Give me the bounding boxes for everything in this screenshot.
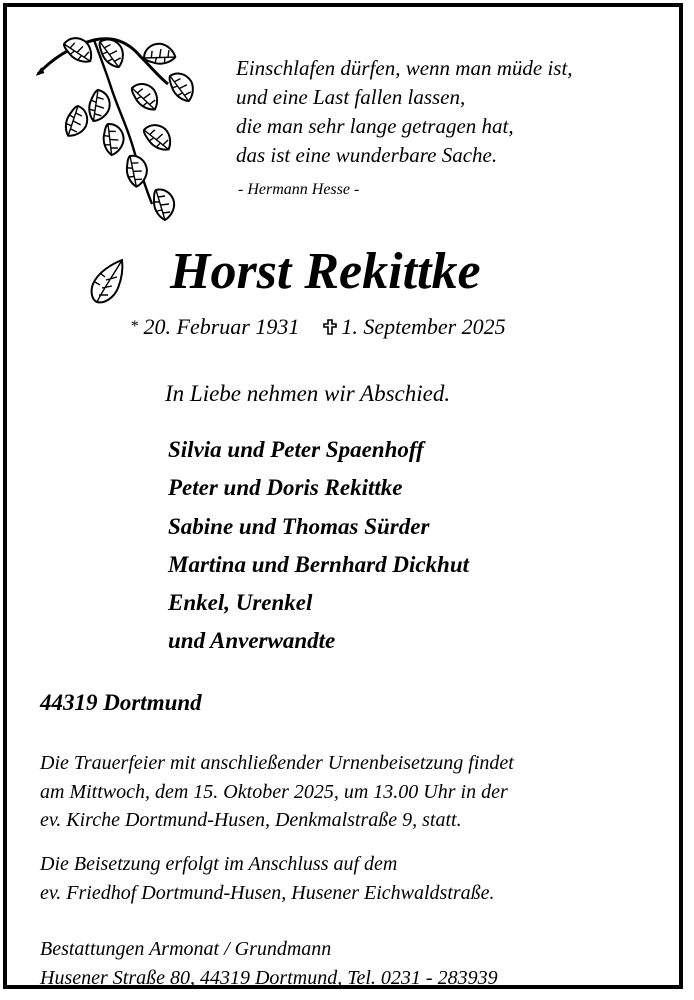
birth-date: 20. Februar 1931 <box>143 314 300 339</box>
family-list <box>168 431 469 661</box>
poem-author: - Hermann Hesse - <box>238 181 360 198</box>
city: 44319 Dortmund <box>40 690 202 715</box>
poem-line: die man sehr lange getragen hat, <box>236 114 514 138</box>
family-member: Enkel, Urenkel <box>168 590 313 616</box>
poem-line: Einschlafen dürfen, wenn man müde ist, <box>236 56 573 80</box>
family-member: Martina und Bernhard Dickhut <box>168 551 470 577</box>
leaf-branch-icon <box>36 32 196 237</box>
undertaker-line: Husener Straße 80, 44319 Dortmund, Tel. 0231 - 283939 <box>40 966 498 989</box>
undertaker-line: Bestattungen Armonat / Grundmann <box>40 938 332 960</box>
leaf-icon <box>88 258 128 306</box>
death-date: 1. September 2025 <box>341 314 506 339</box>
ceremony-info <box>40 749 514 835</box>
ceremony-line: am Mittwoch, dem 15. Oktober 2025, um 13.00 Uhr in der <box>40 780 508 803</box>
undertaker-info <box>40 935 498 992</box>
deceased-name: Horst Rekittke <box>170 243 481 300</box>
family-member: und Anverwandte <box>168 628 336 654</box>
family-member: Peter und Doris Rekittke <box>168 475 403 501</box>
farewell-text: In Liebe nehmen wir Abschied. <box>165 381 451 406</box>
burial-line: ev. Friedhof Dortmund-Husen, Husener Eichwaldstraße. <box>40 881 495 904</box>
ceremony-line: ev. Kirche Dortmund-Husen, Denkmalstraße 9, statt. <box>40 809 462 831</box>
burial-line: Die Beisetzung erfolgt im Anschluss auf dem <box>40 853 398 875</box>
poem-line: und eine Last fallen lassen, <box>236 85 466 109</box>
burial-info <box>40 850 495 907</box>
ceremony-line: Die Trauerfeier mit anschließender Urnenbeisetzung findet <box>40 752 514 774</box>
poem <box>236 54 573 170</box>
family-member: Silvia und Peter Spaenhoff <box>168 437 424 462</box>
birth-star-symbol: * <box>130 318 138 335</box>
family-member: Sabine und Thomas Sürder <box>168 513 430 539</box>
poem-line: das ist eine wunderbare Sache. <box>236 143 498 167</box>
life-dates <box>130 314 506 340</box>
cross-icon <box>323 319 337 335</box>
